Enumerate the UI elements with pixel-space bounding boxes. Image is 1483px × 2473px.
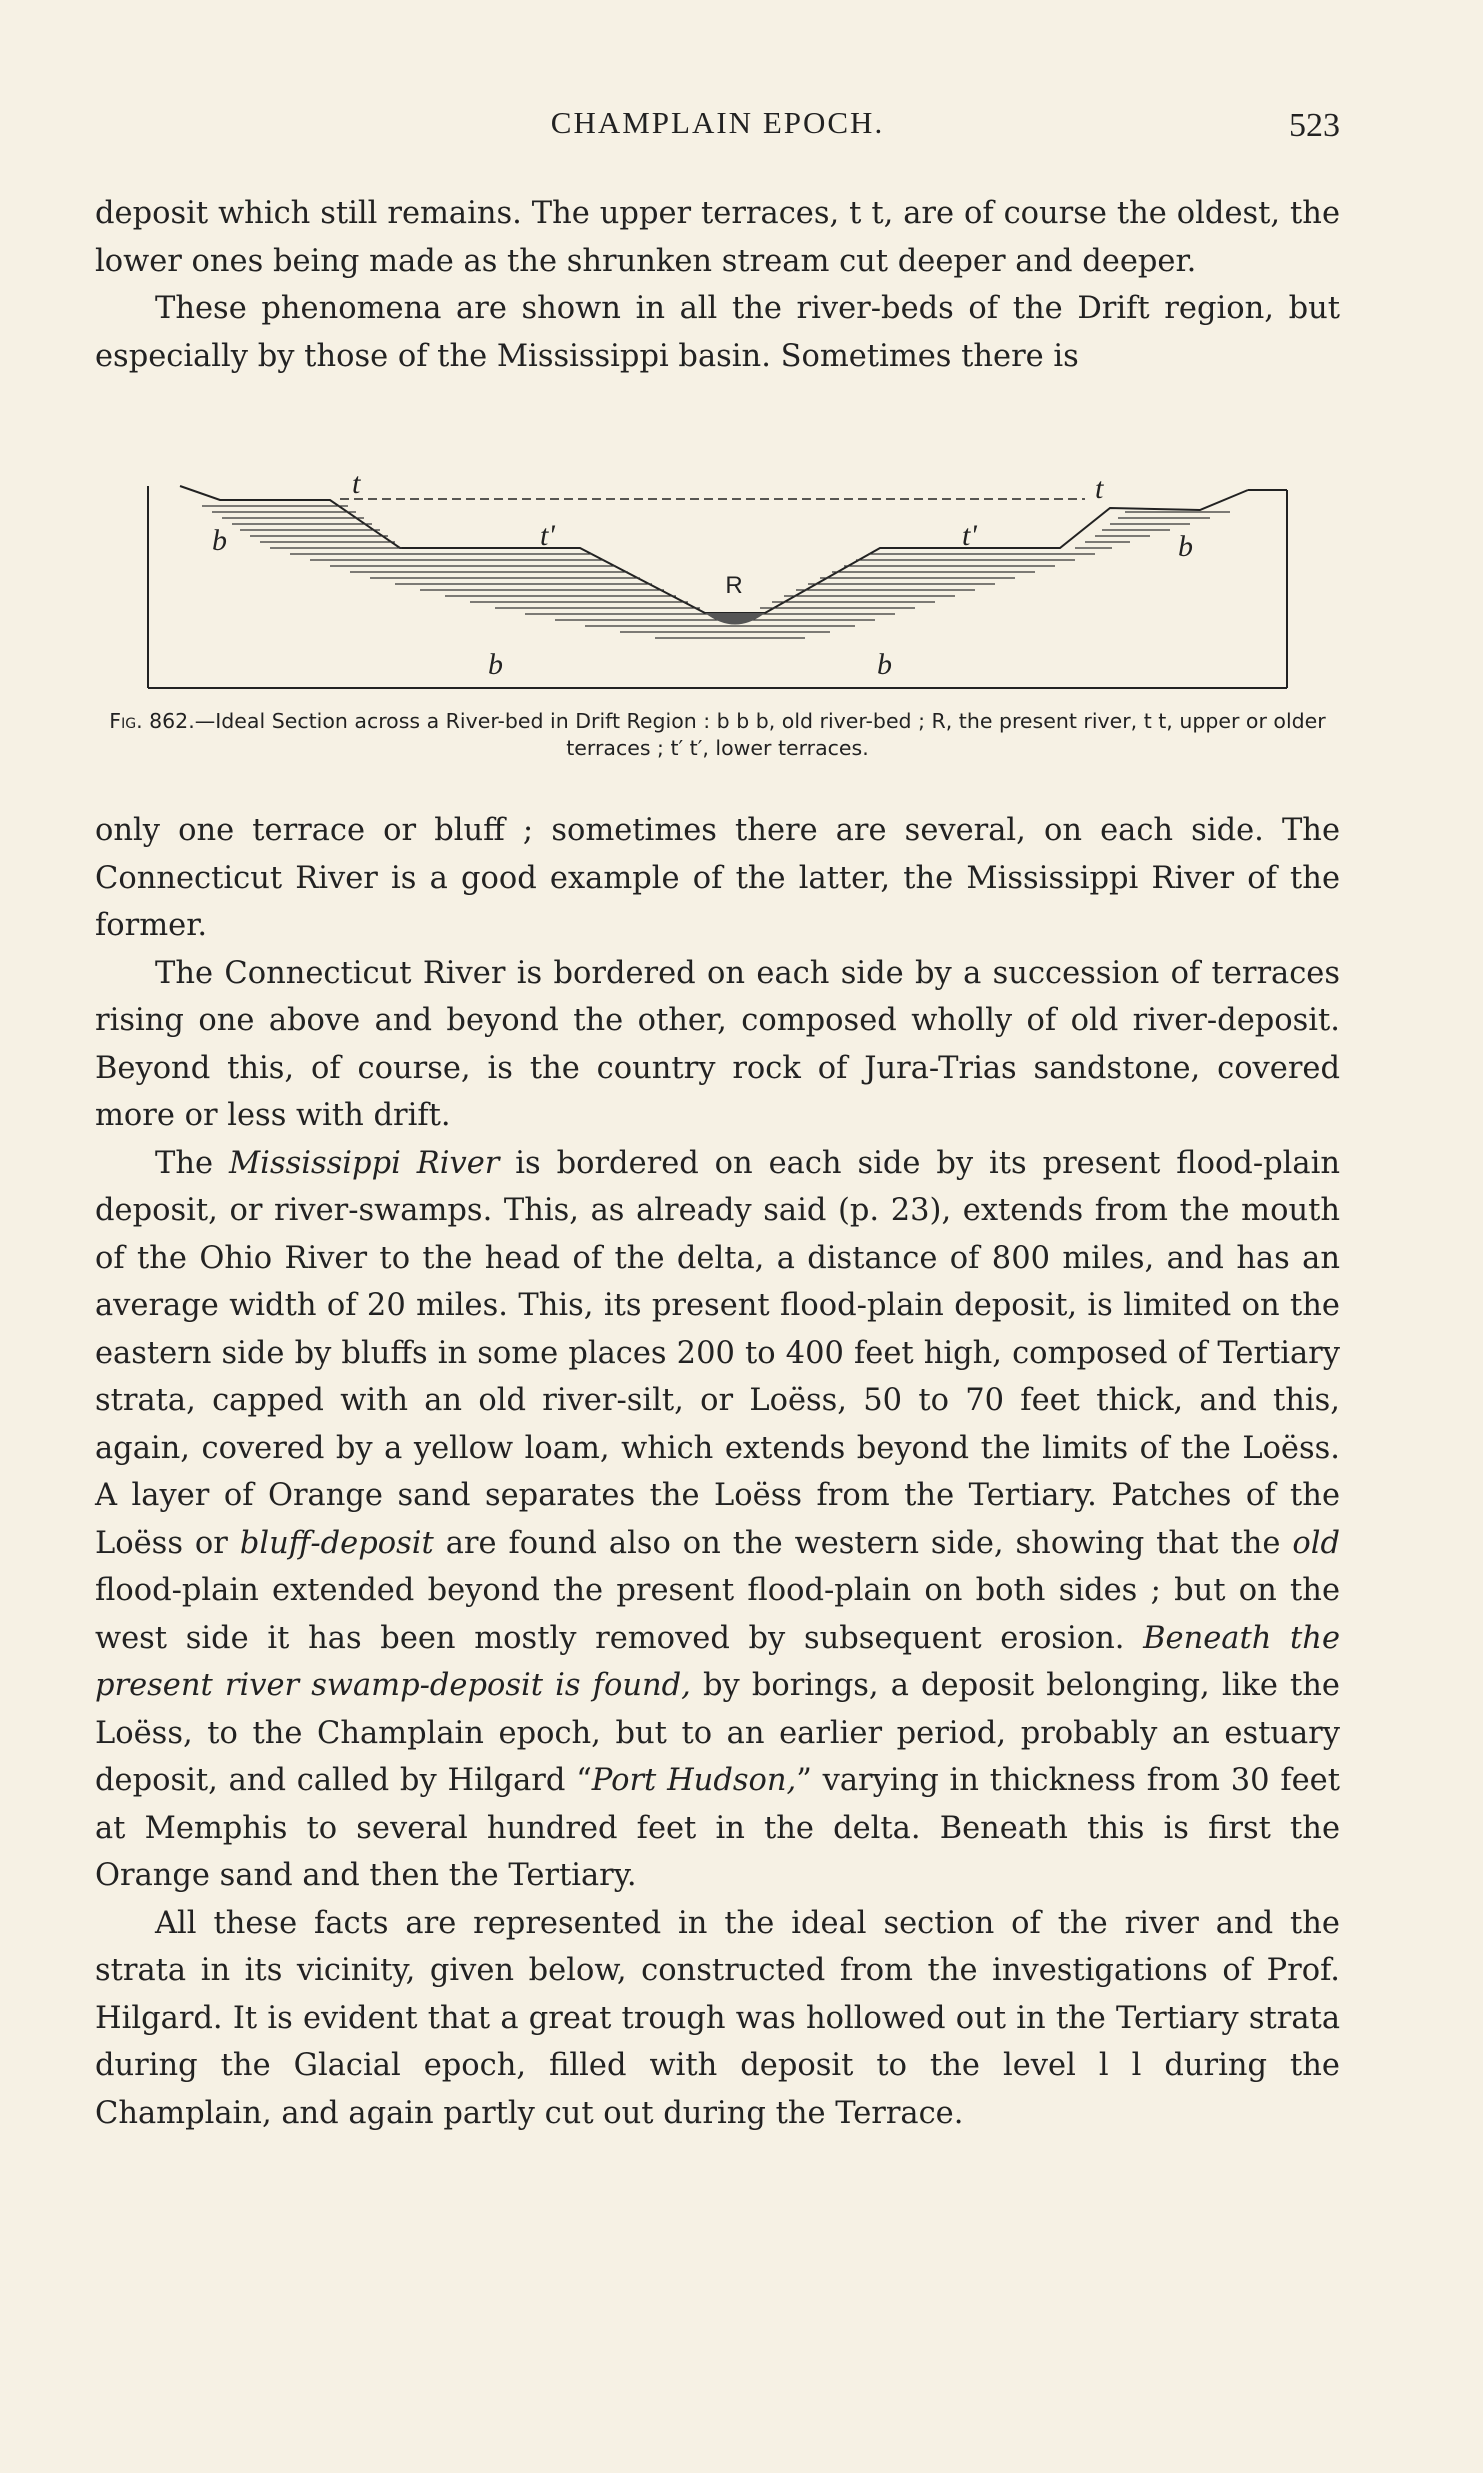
label-t-prime-left: t' — [540, 519, 555, 552]
strata-lines-right — [740, 512, 1230, 638]
text-run: by borings, a deposit belonging, like the Loëss, to the Champlain epoch, but to an earlier period, probably an estuary deposit, and called by Hilgard “ — [95, 1668, 1340, 1798]
present-river-channel — [705, 613, 765, 625]
figure-number: Fig. 862. — [109, 709, 195, 733]
figure-caption — [95, 708, 1340, 762]
label-b-bottom-right: b — [877, 648, 892, 681]
italic-run: Port Hudson, — [591, 1763, 797, 1798]
diagram-frame — [148, 486, 1287, 688]
text-block-top — [95, 190, 1340, 380]
running-head: CHAMPLAIN EPOCH. — [550, 105, 885, 140]
paragraph: only one terrace or bluff ; sometimes there are several, on each side. The Connecticut River is a good example of the latter, the Mississippi River of the former. — [95, 813, 1340, 943]
caption-text: —Ideal Section across a River-bed in Drift Region : b b b, old river-bed ; R, the present river, t t, upper or older terraces ; t′ t′, lower terraces. — [194, 709, 1326, 760]
paragraph: The Connecticut River is bordered on each side by a succession of terraces rising one above and beyond the other, composed wholly of old river-deposit. Beyond this, of course, is the country rock of Jura-Trias sandstone, covered more or less with drift. — [95, 955, 1340, 1133]
terrace-profile — [180, 486, 1248, 613]
text-run: The — [155, 1145, 229, 1181]
text-run: flood-plain extended beyond the present flood-plain on both sides ; but on the west side it has been mostly removed by subsequent erosion. — [95, 1573, 1340, 1656]
label-b-right: b — [1178, 530, 1193, 563]
text-run: are found also on the western side, showing that the — [433, 1525, 1293, 1561]
text-run: ” varying in thickness from 30 feet at Memphis to several hundred feet in the delta. Beneath this is first the Orange sand and then the Tertiary. — [95, 1763, 1340, 1893]
paragraph: These phenomena are shown in all the river-beds of the Drift region, but especially by those of the Mississippi basin. Sometimes there is — [95, 291, 1340, 374]
italic-run: Mississippi River — [228, 1145, 500, 1181]
italic-run: old — [1292, 1525, 1340, 1561]
label-t-left: t — [352, 468, 361, 500]
label-b-bottom-left: b — [488, 648, 503, 681]
paragraph-mississippi — [95, 1140, 1340, 1900]
label-t-right: t — [1095, 472, 1104, 505]
page-header — [95, 105, 1340, 155]
strata-lines-left — [202, 506, 743, 638]
paragraph: deposit which still remains. The upper terraces, t t, are of course the oldest, the lower ones being made as the shrunken stream cut deeper and deeper. — [95, 196, 1340, 279]
text-block-main — [95, 807, 1340, 2137]
figure-river-section — [140, 468, 1290, 693]
river-section-diagram — [140, 468, 1290, 693]
page-number: 523 — [1289, 107, 1340, 144]
paragraph: All these facts are represented in the ideal section of the river and the strata in its vicinity, given below, constructed from the investigations of Prof. Hilgard. It is evident that a great trough was hollowed out in the Tertiary strata during the Glacial epoch, filled with deposit to the level l l during the Champlain, and again partly cut out during the Terrace. — [95, 1905, 1340, 2131]
label-b-left: b — [212, 524, 227, 557]
italic-run: bluff-deposit — [239, 1525, 434, 1561]
label-t-prime-right: t' — [962, 519, 977, 552]
text-run: is bordered on each side by its present flood-plain deposit, or river-swamps. This, as already said (p. 23), extends from the mouth of the Ohio River to the head of the delta, a distance of 800 miles, and has an average width of 20 miles. This, its present flood-plain deposit, is limited on the eastern side by bluffs in some places 200 to 400 feet high, composed of Tertiary strata, capped with an old river-silt, or Loëss, 50 to 70 feet thick, and this, again, covered by a yellow loam, which extends beyond the limits of the Loëss. A layer of Orange sand separates the Loëss from the Tertiary. Patches of the Loëss or — [95, 1145, 1340, 1561]
label-river-r: R — [725, 572, 743, 599]
italic-run: Beneath the present river swamp-deposit is found, — [95, 1620, 1340, 1703]
